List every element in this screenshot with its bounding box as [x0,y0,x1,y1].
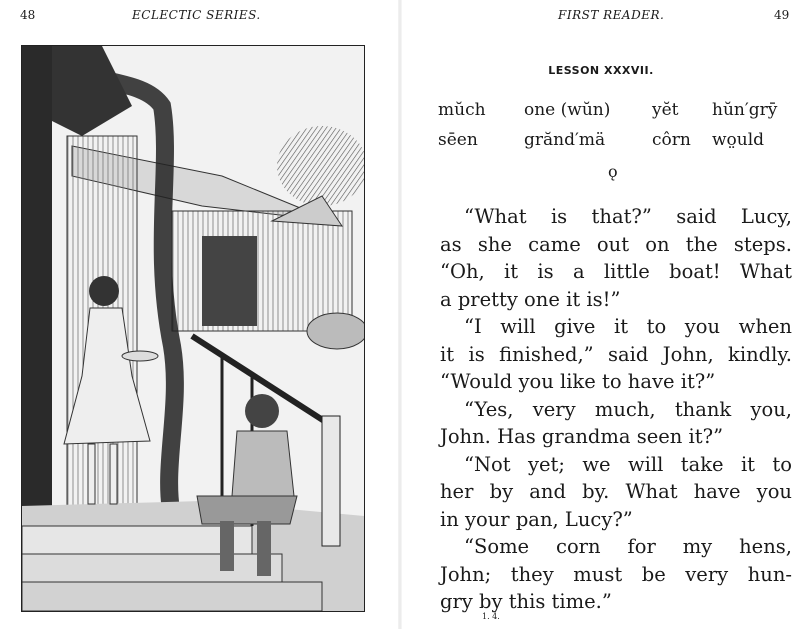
vocabulary-word: wo̤uld [712,130,765,150]
vocabulary-list [438,95,798,155]
text-line: “I will give it to you when [464,315,792,338]
left-running-head: ECLECTIC SERIES. [132,8,261,22]
text-line: in your pan, Lucy?” [440,507,633,531]
text-line: “Not yet; we will take it to [464,452,792,476]
left-page-number: 48 [20,8,36,22]
vocabulary-word: one (wŭn) [524,100,611,120]
engraving-drawing [22,46,364,611]
text-line: “Some corn for my hens, [464,535,792,558]
text-line: John. Has grandma seen it?” [440,425,724,448]
vocabulary-word: grănd′mä [524,130,606,150]
text-line: “Would you like to have it?” [440,370,716,393]
text-line: a pretty one it is!” [440,287,621,311]
left-page [0,0,400,629]
lesson-text [440,203,792,616]
vocabulary-row [438,95,798,125]
vocabulary-word: hŭn′grȳ [712,100,778,120]
printer-signature: 1. 4. [482,612,500,621]
text-line: as she came out on the steps. [440,232,792,256]
right-page-number: 49 [774,8,790,22]
text-line: “What is that?” said Lucy, [464,205,792,228]
vocabulary-word: mŭch [438,100,486,120]
pronunciation-mark: ǫ [608,162,618,181]
vocabulary-word: côrn [652,130,691,150]
vocabulary-row [438,125,798,155]
text-line: it is finished,” said John, kindly. [440,342,792,366]
text-line: gry by this time.” [440,590,612,613]
text-line: John; they must be very hun- [440,562,792,586]
engraving-illustration [21,45,365,612]
right-page [400,0,802,629]
vocabulary-word: sēen [438,130,478,150]
text-line: “Yes, very much, thank you, [464,397,792,421]
text-line: “Oh, it is a little boat! What [440,260,792,283]
vocabulary-word: yĕt [652,100,679,120]
right-running-head: FIRST READER. [558,8,665,22]
text-line: her by and by. What have you [440,480,792,503]
lesson-title: LESSON XXXVII. [548,64,654,77]
